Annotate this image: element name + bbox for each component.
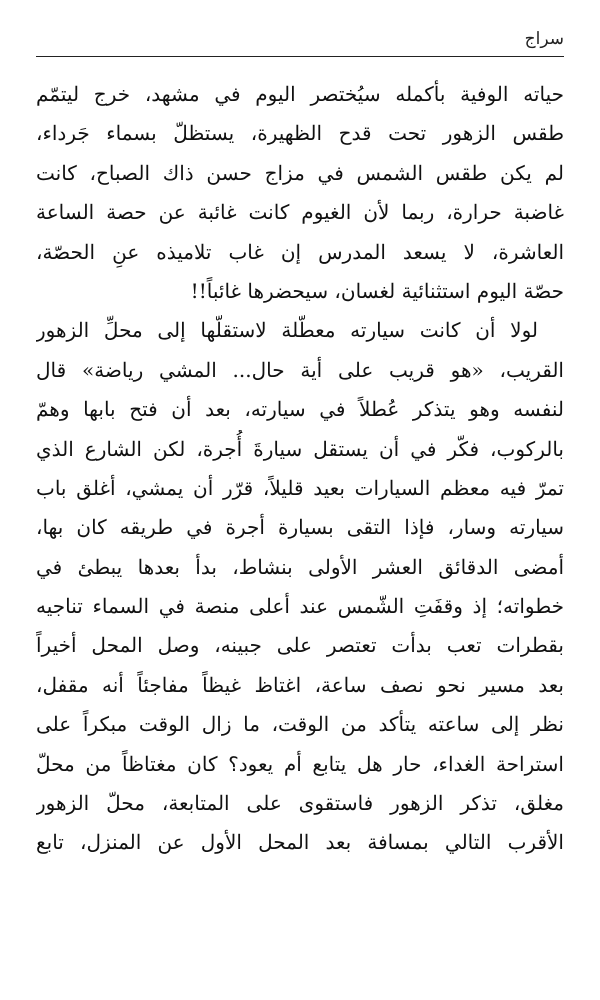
text-line: حصّة اليوم استثنائية لغسان، سيحضرها غائباً!! [190, 278, 564, 303]
running-header: سراج [36, 28, 564, 57]
book-page [36, 28, 564, 978]
text-line: بعد مسير نحو نصف ساعة، اغتاظ غيظاً مفاجئاً أنه مقفل، [36, 672, 564, 697]
text-line: حياته الوفية بأكمله سيُختصر اليوم في مشهد، خرج ليتمّم [36, 82, 564, 106]
text-line: القريب، «هو قريب على أية حال... المشي رياضة» قال [36, 357, 564, 382]
text-line: خطواته؛ إذ وقفَتِ الشّمس عند أعلى منصة في السماء تناجيه [36, 594, 564, 619]
text-line: تمرّ فيه معظم السيارات بعيد قليلاً، قرّر أن يمشي، أغلق باب [36, 475, 564, 500]
text-line: بالركوب، فكّر في أن يستقل سيارةَ أُجرة، لكن الشارع الذي [36, 436, 564, 461]
text-line: الأقرب التالي بمسافة بعد المحل الأول عن المنزل، تابع [36, 830, 564, 855]
paragraph-1 [36, 75, 564, 311]
text-line: مغلق، تذكر الزهور فاستقوى على المتابعة، محلّ الزهور [36, 791, 564, 816]
body-text [36, 75, 564, 863]
text-line: سيارته وسار، فإذا التقى بسيارة أجرة في طريقه كان بها، [36, 515, 564, 540]
text-line: غاضبة حرارة، ربما لأن الغيوم كانت غائبة عن حصة الساعة [36, 200, 564, 225]
text-line: نظر إلى ساعته يتأكد من الوقت، ما زال الوقت مبكراً على [36, 712, 564, 737]
text-line: لولا أن كانت سيارته معطّلة لاستقلّها إلى محلِّ الزهور [36, 318, 538, 343]
paragraph-2 [36, 311, 564, 862]
text-line: لنفسه وهو يتذكر عُطلاً في سيارته، بعد أن فتح بابها وهمّ [36, 397, 564, 422]
text-line: أمضى الدقائق العشر الأولى بنشاط، بدأ بعدها يبطئ في [36, 554, 564, 579]
text-line: طقس الزهور تحت قدح الظهيرة، يستظلّ بسماء جَرداء، [36, 121, 564, 146]
text-line: بقطرات تعب بدأت تعتصر على جبينه، وصل المحل أخيراً [36, 633, 564, 658]
text-line: استراحة الغداء، حار هل يتابع أم يعود؟ كان مغتاظاً من محلّ [36, 751, 564, 776]
text-line: العاشرة، لا يسعد المدرس إن غاب تلاميذه عنِ الحصّة، [36, 239, 564, 264]
text-line: لم يكن طقس الشمس في مزاج حسن ذاك الصباح، كانت [36, 160, 564, 185]
